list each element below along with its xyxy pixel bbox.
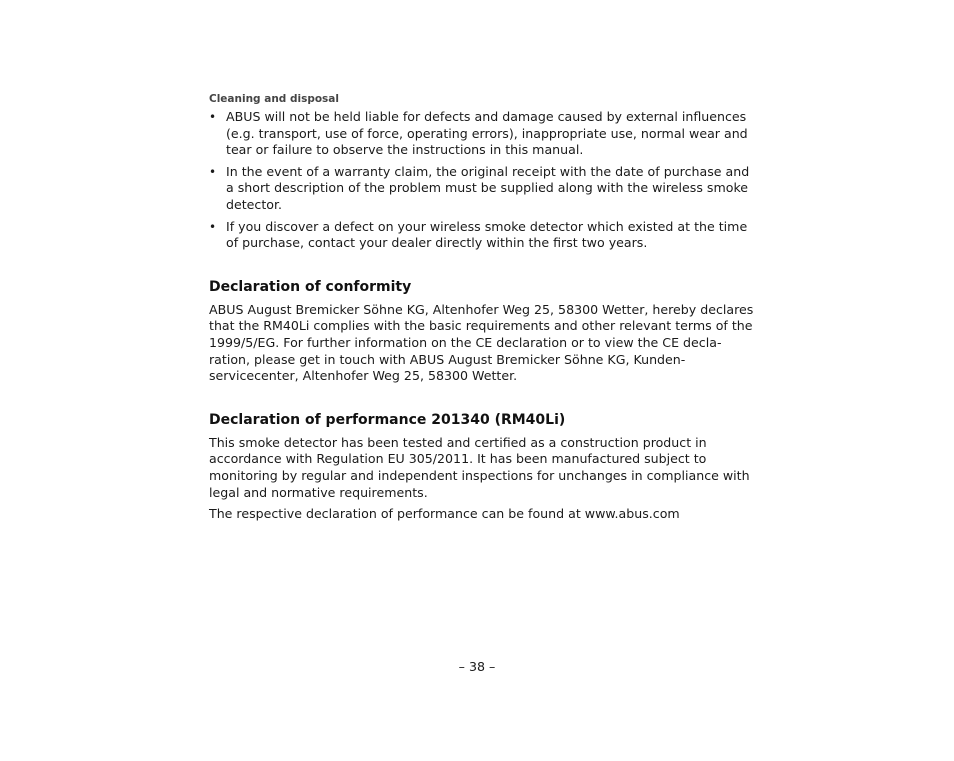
list-item (209, 109, 754, 159)
bullet-marker: • (209, 110, 217, 124)
performance-paragraph: This smoke detector has been tested and certified as a construction product in accordance with Regulation EU 305/2011. It has been manufactured subject to monitoring by regular and independent inspections for unchanges in compliance with legal and normative requirements. (209, 434, 750, 500)
bullet-text: In the event of a warranty claim, the original receipt with the date of purchase and a short description of the problem must be supplied along with the wireless smoke detector. (226, 163, 750, 212)
conformity-heading: Declaration of conformity (209, 278, 412, 295)
conformity-paragraph: ABUS August Bremicker Söhne KG, Altenhofer Weg 25, 58300 Wetter, hereby declares that the RM40Li complies with the basic requirements and other relevant terms of the 1999/5/EG. For further information on the CE declaration or to view the CE decla-ration, please get in touch with ABUS August Bremicker Söhne KG, Kunden-servicecenter, Altenhofer Weg 25, 58300 Wetter. (209, 301, 754, 384)
bullet-text: ABUS will not be held liable for defects and damage caused by external influences (e.g. transport, use of force, operating errors), inappropriate use, normal wear and tear or failure to observe the instructions in this manual. (226, 109, 748, 158)
bullet-marker: • (209, 219, 217, 234)
performance-reference: The respective declaration of performance can be found at www.abus.com (209, 506, 680, 522)
document-page (209, 92, 754, 528)
list-item (209, 219, 754, 252)
page-number: – 38 – (458, 659, 496, 674)
running-head: Cleaning and disposal (209, 93, 339, 105)
bullet-text: If you discover a defect on your wireless smoke detector which existed at the time of purchase, contact your dealer directly within the first two years. (226, 218, 748, 251)
performance-heading: Declaration of performance 201340 (RM40Li) (209, 411, 566, 428)
warranty-bullet-list (209, 109, 754, 252)
bullet-marker: • (209, 164, 217, 179)
list-item (209, 164, 754, 214)
